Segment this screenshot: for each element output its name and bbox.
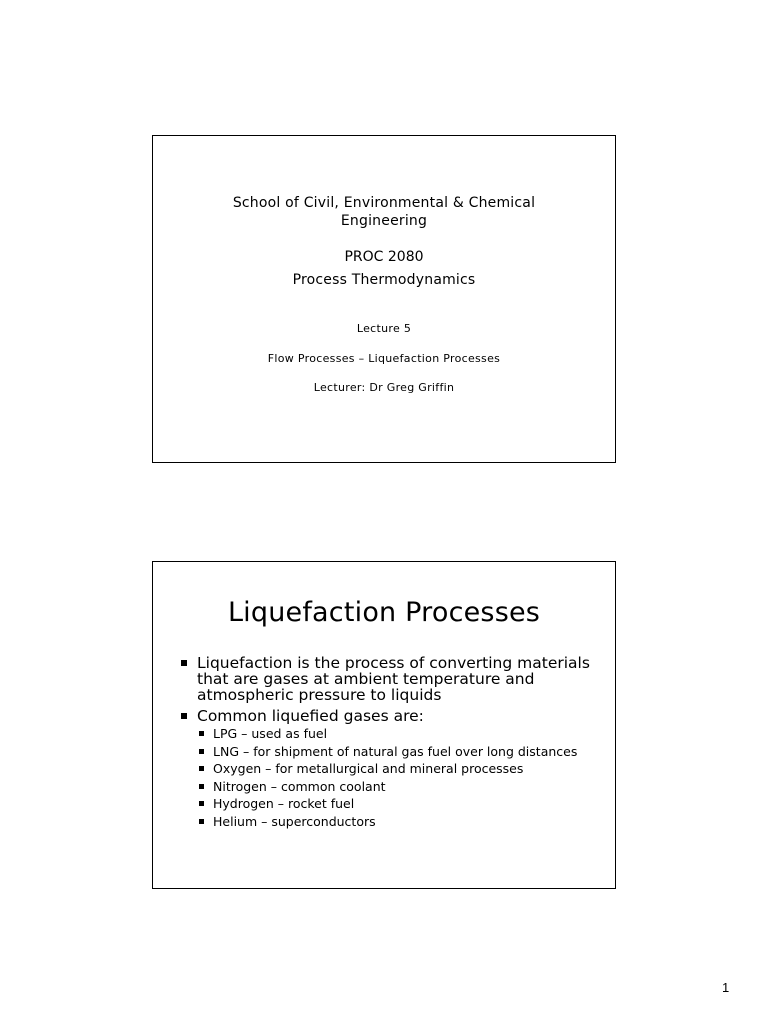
sub-bullet-text: Helium – superconductors: [213, 813, 376, 829]
bullet-item: [181, 708, 601, 828]
square-bullet-icon: [199, 819, 204, 824]
sub-bullet-item: [197, 797, 601, 810]
content-slide: [152, 561, 616, 889]
slide-title: Liquefaction Processes: [227, 597, 541, 628]
sub-bullet-text: Hydrogen – rocket fuel: [213, 796, 355, 811]
page-number: 1: [722, 980, 730, 995]
bullet-text: Liquefaction is the process of converting materials that are gases at ambient temperature and atmospheric pressure to liquids: [197, 654, 590, 704]
square-bullet-icon: [199, 784, 204, 789]
square-bullet-icon: [181, 660, 187, 666]
square-bullet-icon: [199, 801, 204, 806]
sub-bullet-text: LNG – for shipment of natural gas fuel over long distances: [213, 743, 578, 759]
bullet-item: [181, 655, 601, 703]
sub-bullet-list: [197, 727, 601, 828]
sub-bullet-text: Oxygen – for metallurgical and mineral processes: [213, 761, 524, 776]
square-bullet-icon: [199, 731, 204, 736]
sub-bullet-text: Nitrogen – common coolant: [213, 778, 386, 794]
course-name: Process Thermodynamics: [292, 272, 476, 288]
sub-bullet-item: [197, 815, 601, 828]
bullet-text: Common liquefied gases are:: [197, 707, 424, 725]
square-bullet-icon: [199, 766, 204, 771]
title-slide: [152, 135, 616, 463]
bullet-list: [181, 655, 601, 833]
school-name: School of Civil, Environmental & Chemical Engineering: [232, 195, 536, 229]
sub-bullet-item: [197, 762, 601, 775]
sub-bullet-item: [197, 727, 601, 740]
sub-bullet-item: [197, 745, 601, 758]
lecturer-name: Lecturer: Dr Greg Griffin: [313, 381, 455, 394]
lecture-topic: Flow Processes – Liquefaction Processes: [267, 352, 501, 365]
sub-bullet-item: [197, 780, 601, 793]
square-bullet-icon: [181, 713, 187, 719]
square-bullet-icon: [199, 749, 204, 754]
course-code: PROC 2080: [344, 249, 424, 265]
sub-bullet-text: LPG – used as fuel: [213, 726, 328, 741]
lecture-number: Lecture 5: [356, 322, 412, 335]
